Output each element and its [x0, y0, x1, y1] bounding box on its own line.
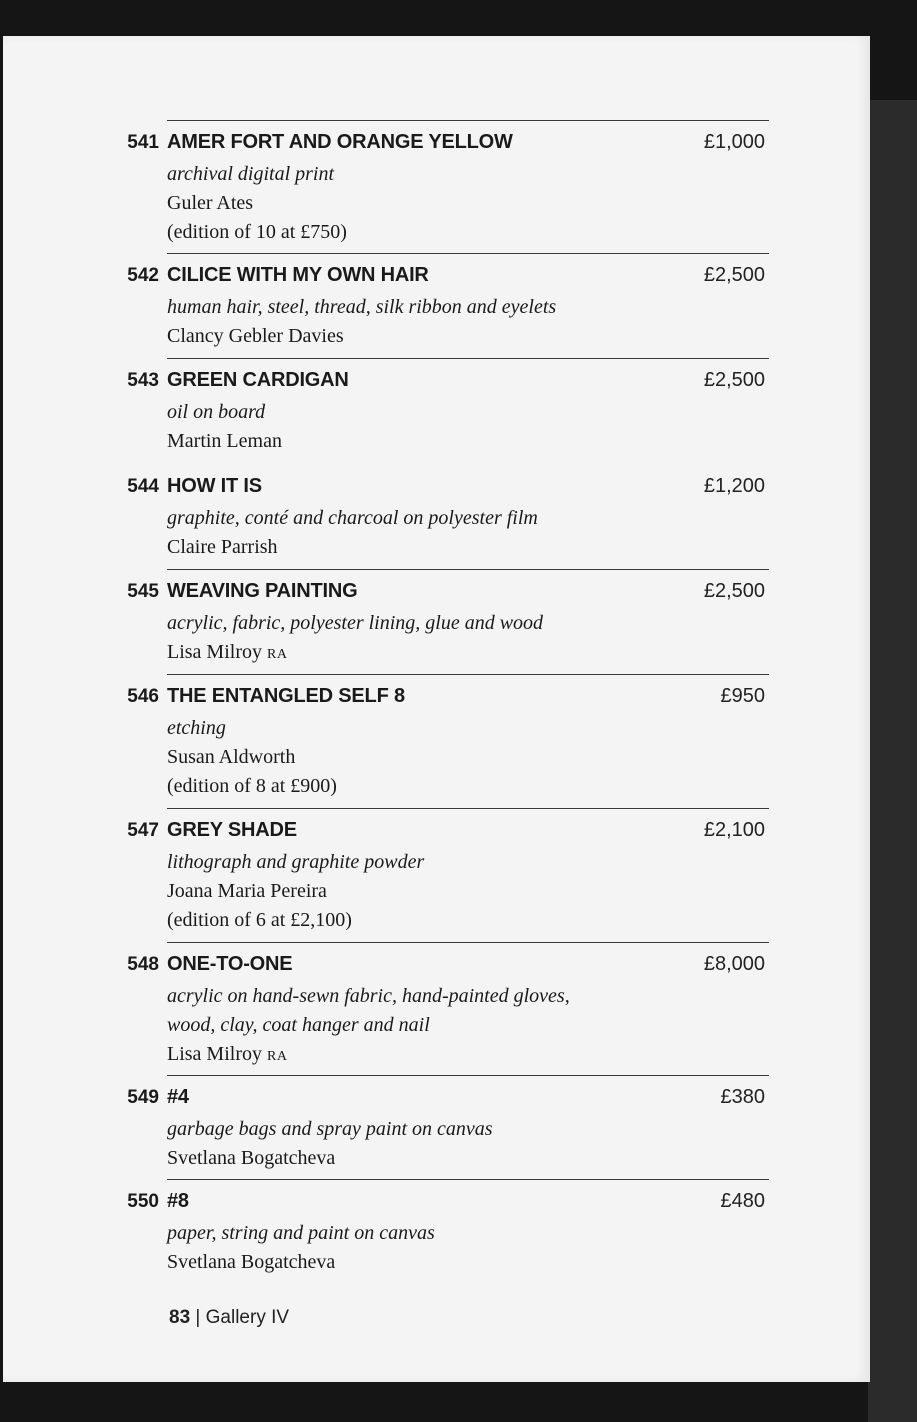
- lot-artist: Claire Parrish: [167, 536, 278, 558]
- lot-price: £2,500: [703, 264, 765, 286]
- lot-number: 545: [127, 581, 159, 602]
- lot-medium: acrylic on hand-sewn fabric, hand-painted gloves,: [167, 985, 570, 1007]
- lot-price: £1,200: [703, 475, 765, 497]
- lot-medium: paper, string and paint on canvas: [167, 1222, 435, 1244]
- lot-title: WEAVING PAINTING: [167, 580, 358, 602]
- lot-price: £1,000: [703, 131, 765, 153]
- page-footer: [169, 1307, 289, 1329]
- catalogue-page: [3, 36, 870, 1382]
- lot-artist: Svetlana Bogatcheva: [167, 1251, 336, 1273]
- section-name: Gallery IV: [205, 1307, 290, 1328]
- divider: [167, 569, 769, 570]
- lot-medium: graphite, conté and charcoal on polyester film: [167, 507, 538, 529]
- lot-medium: garbage bags and spray paint on canvas: [167, 1118, 493, 1140]
- lot-medium: lithograph and graphite powder: [167, 851, 425, 873]
- background-edge: [868, 100, 917, 1422]
- lot-price: £8,000: [703, 953, 765, 975]
- lot-price: £950: [720, 685, 765, 707]
- lot-artist: Svetlana Bogatcheva: [167, 1147, 336, 1169]
- artist-suffix: RA: [267, 1049, 288, 1064]
- lot-number: 547: [127, 820, 159, 841]
- divider: [167, 253, 769, 254]
- lot-number: 542: [127, 265, 159, 286]
- lot-number: 548: [127, 954, 159, 975]
- lot-details: [167, 293, 637, 351]
- lot-artist-line: [167, 1040, 637, 1071]
- divider: [167, 1075, 769, 1076]
- lot-number: 544: [127, 476, 159, 497]
- lot-title: THE ENTANGLED SELF 8: [167, 685, 405, 707]
- footer-separator: |: [190, 1307, 206, 1328]
- lot-details: [167, 982, 637, 1071]
- lot-title: GREEN CARDIGAN: [167, 369, 349, 391]
- lot-medium: acrylic, fabric, polyester lining, glue and wood: [167, 612, 544, 634]
- lot-title: CILICE WITH MY OWN HAIR: [167, 264, 429, 286]
- lot-medium: oil on board: [167, 401, 266, 423]
- lot-artist: Lisa Milroy: [167, 1043, 262, 1065]
- lot-edition: (edition of 10 at £750): [167, 221, 347, 243]
- lot-artist: Susan Aldworth: [167, 746, 296, 768]
- lot-title: ONE-TO-ONE: [167, 953, 293, 975]
- lot-price: £2,500: [703, 369, 765, 391]
- lot-medium: human hair, steel, thread, silk ribbon and eyelets: [167, 296, 557, 318]
- lot-details: [167, 504, 637, 562]
- lot-artist: Martin Leman: [167, 430, 282, 452]
- lot-number: 549: [127, 1087, 159, 1108]
- lot-artist: Guler Ates: [167, 192, 254, 214]
- lot-title: HOW IT IS: [167, 475, 262, 497]
- lot-price: £480: [720, 1190, 765, 1212]
- lot-details: [167, 609, 637, 669]
- divider: [167, 358, 769, 359]
- lot-title: #8: [167, 1190, 189, 1212]
- lot-number: 550: [127, 1191, 159, 1212]
- lot-artist: Lisa Milroy: [167, 641, 262, 663]
- artist-suffix: RA: [267, 647, 288, 662]
- divider: [167, 1179, 769, 1180]
- lot-details: [167, 1115, 637, 1173]
- divider: [167, 674, 769, 675]
- divider: [167, 120, 769, 121]
- lot-details: [167, 398, 637, 456]
- lot-details: [167, 848, 637, 935]
- lot-edition: (edition of 6 at £2,100): [167, 909, 352, 931]
- lot-details: [167, 1219, 637, 1277]
- lot-details: [167, 714, 637, 801]
- lot-details: [167, 160, 637, 247]
- lot-medium: etching: [167, 717, 226, 739]
- lot-artist-line: [167, 638, 637, 669]
- lot-title: #4: [167, 1086, 189, 1108]
- lot-edition: (edition of 8 at £900): [167, 775, 337, 797]
- lot-price: £2,100: [703, 819, 765, 841]
- page-number: 83: [169, 1307, 191, 1328]
- lot-artist: Clancy Gebler Davies: [167, 325, 344, 347]
- divider: [167, 942, 769, 943]
- lot-price: £380: [720, 1086, 765, 1108]
- lot-title: GREY SHADE: [167, 819, 297, 841]
- lot-medium: wood, clay, coat hanger and nail: [167, 1014, 430, 1036]
- lot-number: 543: [127, 370, 159, 391]
- lot-number: 546: [127, 686, 159, 707]
- lot-artist: Joana Maria Pereira: [167, 880, 327, 902]
- divider: [167, 808, 769, 809]
- lot-price: £2,500: [703, 580, 765, 602]
- lot-title: AMER FORT AND ORANGE YELLOW: [167, 131, 513, 153]
- lot-medium: archival digital print: [167, 163, 335, 185]
- lot-number: 541: [127, 132, 159, 153]
